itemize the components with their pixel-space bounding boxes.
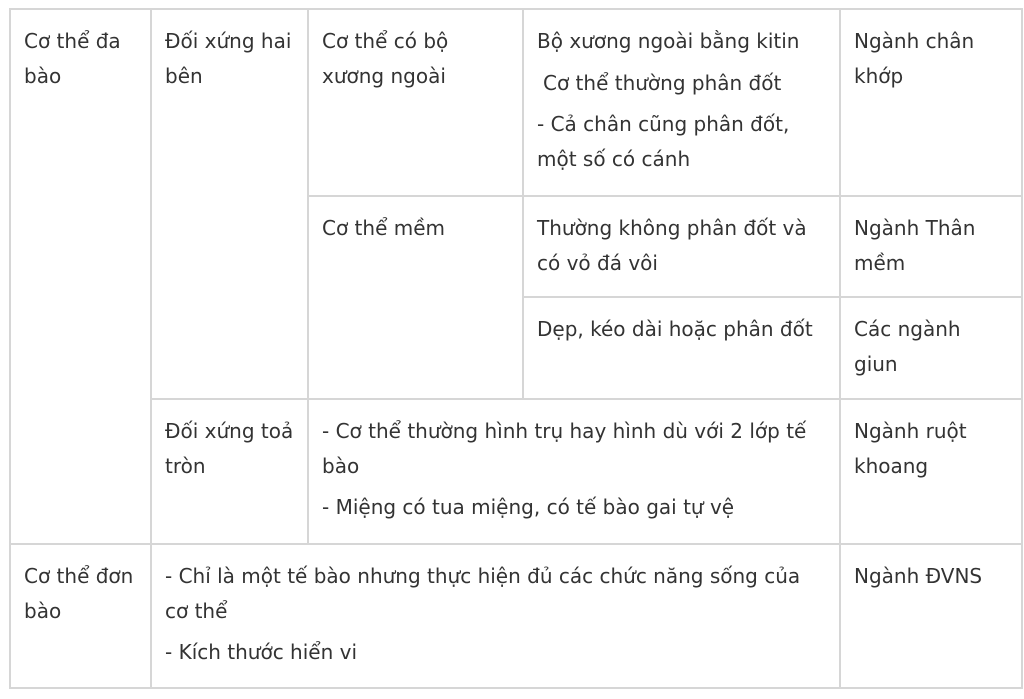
cell-features-mollusc: [523, 196, 840, 297]
cell-text: Ngành chân khớp: [854, 29, 975, 88]
cell-features-worms: [523, 297, 840, 399]
table-row: [10, 399, 1022, 544]
cell-phylum-protozoa: [840, 544, 1022, 688]
cell-features-arthropod: [523, 9, 840, 196]
table-row: [10, 9, 1022, 196]
classification-table: [9, 8, 1023, 689]
table-row: [10, 544, 1022, 688]
feature-line: - Cơ thể thường hình trụ hay hình dù với 2 lớp tế bào: [322, 419, 807, 478]
cell-phylum-arthropod: [840, 9, 1022, 196]
feature-line: Bộ xương ngoài bằng kitin: [537, 29, 800, 53]
cell-text: Ngành Thân mềm: [854, 216, 976, 275]
feature-line: - Kích thước hiển vi: [165, 640, 358, 664]
feature-line: - Chỉ là một tế bào nhưng thực hiện đủ các chức năng sống của cơ thể: [165, 564, 801, 623]
cell-phylum-cnidaria: [840, 399, 1022, 544]
cell-text: Dẹp, kéo dài hoặc phân đốt: [537, 317, 813, 341]
cell-text: Cơ thể mềm: [322, 216, 446, 240]
cell-text: Ngành ĐVNS: [854, 564, 983, 588]
cell-text: Cơ thể đa bào: [24, 29, 121, 88]
cell-text: Đối xứng hai bên: [165, 29, 292, 88]
cell-text: Các ngành giun: [854, 317, 961, 376]
cell-text: Cơ thể có bộ xương ngoài: [322, 29, 449, 88]
cell-features-cnidaria: [308, 399, 840, 544]
cell-text: Thường không phân đốt và có vỏ đá vôi: [537, 216, 807, 275]
cell-text: Cơ thể đơn bào: [24, 564, 134, 623]
cell-features-protozoa: [151, 544, 840, 688]
cell-phylum-mollusc: [840, 196, 1022, 297]
cell-symmetry-bilateral: [151, 9, 308, 399]
cell-body-type-unicellular: [10, 544, 151, 688]
cell-symmetry-radial: [151, 399, 308, 544]
cell-phylum-worms: [840, 297, 1022, 399]
feature-line: Cơ thể thường phân đốt: [543, 71, 782, 95]
cell-skeleton-soft-body: [308, 196, 523, 399]
feature-line: - Cả chân cũng phân đốt, một số có cánh: [537, 112, 790, 171]
cell-body-type-multicellular: [10, 9, 151, 544]
cell-skeleton-exoskeleton: [308, 9, 523, 196]
cell-text: Đối xứng toả tròn: [165, 419, 294, 478]
cell-text: Ngành ruột khoang: [854, 419, 967, 478]
feature-line: - Miệng có tua miệng, có tế bào gai tự vệ: [322, 495, 735, 519]
